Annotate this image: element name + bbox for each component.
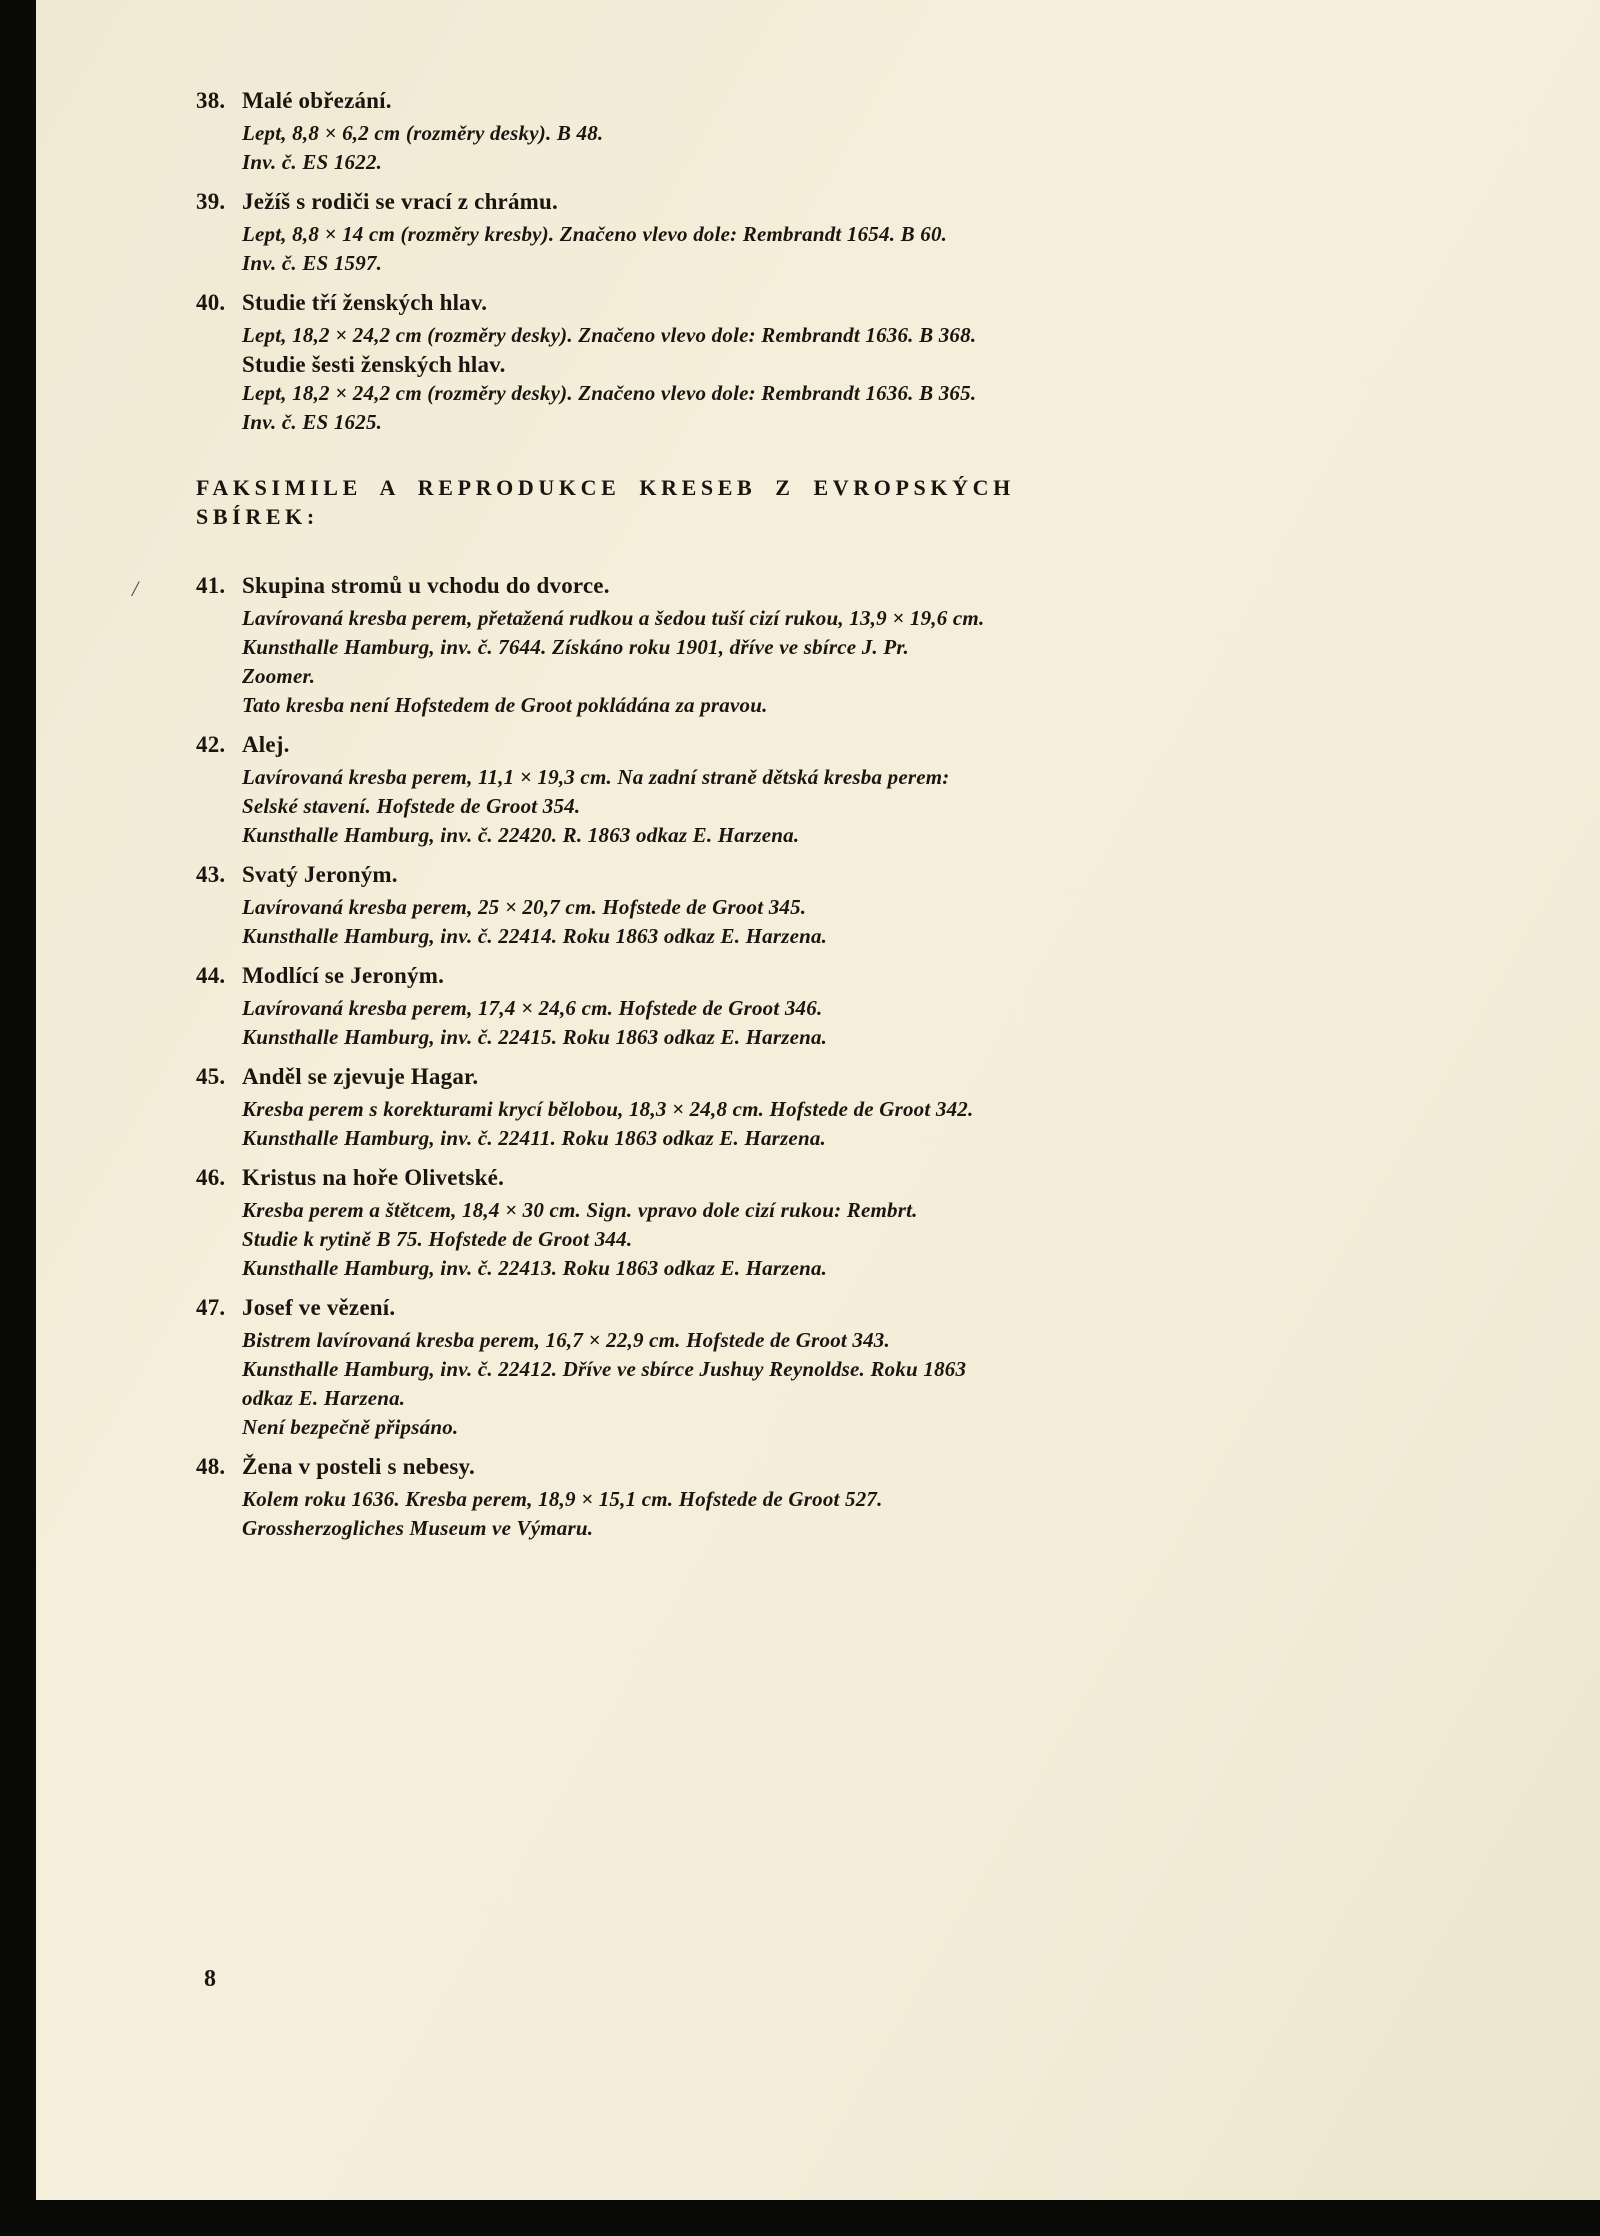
entry-detail-line: Lavírovaná kresba perem, 11,1 × 19,3 cm. Na zadní straně dětská kresba perem: bbox=[242, 765, 950, 789]
entry-detail-line: Kunsthalle Hamburg, inv. č. 22413. Roku 1863 odkaz E. Harzena. bbox=[242, 1256, 828, 1280]
scanned-page bbox=[36, 0, 1600, 2200]
entry-detail-line: Lept, 18,2 × 24,2 cm (rozměry desky). Značeno vlevo dole: Rembrandt 1636. B 365. bbox=[242, 381, 977, 405]
catalog-entry-48 bbox=[196, 1452, 1116, 1543]
entry-heading bbox=[196, 187, 1116, 216]
entry-detail-line: Kunsthalle Hamburg, inv. č. 22411. Roku 1863 odkaz E. Harzena. bbox=[242, 1126, 826, 1150]
entry-detail-line: Selské stavení. Hofstede de Groot 354. bbox=[242, 794, 581, 818]
entry-detail-line: Kunsthalle Hamburg, inv. č. 7644. Získáno roku 1901, dříve ve sbírce J. Pr. bbox=[242, 635, 910, 659]
entry-details bbox=[242, 321, 1116, 437]
entry-details bbox=[242, 1485, 1116, 1543]
entry-detail-line: Zoomer. bbox=[242, 664, 316, 688]
entry-title: Josef ve vězení. bbox=[242, 1295, 396, 1320]
entry-detail-line: Kunsthalle Hamburg, inv. č. 22415. Roku 1863 odkaz E. Harzena. bbox=[242, 1025, 828, 1049]
entry-detail-line: Kunsthalle Hamburg, inv. č. 22412. Dříve ve sbírce Jushuy Reynoldse. Roku 1863 bbox=[242, 1357, 967, 1381]
entry-heading bbox=[196, 1163, 1116, 1192]
entry-title: Skupina stromů u vchodu do dvorce. bbox=[242, 573, 610, 598]
entry-detail-line: Lept, 8,8 × 6,2 cm (rozměry desky). B 48. bbox=[242, 121, 604, 145]
catalog-entry-45 bbox=[196, 1062, 1116, 1153]
entry-title: Svatý Jeroným. bbox=[242, 862, 398, 887]
catalog-entry-47 bbox=[196, 1293, 1116, 1442]
page-number: 8 bbox=[204, 1966, 216, 1992]
entry-detail-line: Inv. č. ES 1625. bbox=[242, 410, 383, 434]
entry-detail-line: Kolem roku 1636. Kresba perem, 18,9 × 15,1 cm. Hofstede de Groot 527. bbox=[242, 1487, 883, 1511]
entry-detail-line: Kresba perem a štětcem, 18,4 × 30 cm. Sign. vpravo dole cizí rukou: Rembrt. bbox=[242, 1198, 918, 1222]
entry-title: Studie tří ženských hlav. bbox=[242, 290, 488, 315]
entry-detail-line: Studie k rytině B 75. Hofstede de Groot 344. bbox=[242, 1227, 633, 1251]
entry-heading bbox=[196, 961, 1116, 990]
catalog-entry-46 bbox=[196, 1163, 1116, 1283]
entry-number: 40. bbox=[196, 290, 226, 315]
entry-detail-line: Grossherzogliches Museum ve Výmaru. bbox=[242, 1516, 594, 1540]
section-heading: FAKSIMILE A REPRODUKCE KRESEB Z EVROPSKÝCH SBÍREK: bbox=[196, 475, 1015, 529]
entry-title: Malé obřezání. bbox=[242, 88, 392, 113]
entry-details bbox=[242, 1196, 1116, 1283]
entry-heading bbox=[196, 1293, 1116, 1322]
entry-subtitle-line: Studie šesti ženských hlav. bbox=[242, 352, 506, 377]
entry-details bbox=[242, 604, 1116, 720]
entry-number: 46. bbox=[196, 1165, 226, 1190]
entry-heading bbox=[196, 288, 1116, 317]
catalog-entry-39 bbox=[196, 187, 1116, 278]
entry-detail-line: Lept, 8,8 × 14 cm (rozměry kresby). Značeno vlevo dole: Rembrandt 1654. B 60. bbox=[242, 222, 948, 246]
entry-details bbox=[242, 994, 1116, 1052]
entry-number: 48. bbox=[196, 1454, 226, 1479]
entry-heading bbox=[196, 571, 1116, 600]
entry-number: 38. bbox=[196, 88, 226, 113]
entry-details bbox=[242, 893, 1116, 951]
entry-title: Modlící se Jeroným. bbox=[242, 963, 445, 988]
entry-detail-line: Tato kresba není Hofstedem de Groot pokládána za pravou. bbox=[242, 693, 768, 717]
catalog-entry-43 bbox=[196, 860, 1116, 951]
catalog-content bbox=[196, 86, 1116, 1553]
entry-number: 39. bbox=[196, 189, 226, 214]
entry-heading bbox=[196, 860, 1116, 889]
entry-detail-line: Není bezpečně připsáno. bbox=[242, 1415, 459, 1439]
scan-artifact-mark: / bbox=[132, 576, 139, 601]
entry-detail-line: Lavírovaná kresba perem, 17,4 × 24,6 cm. Hofstede de Groot 346. bbox=[242, 996, 823, 1020]
entry-title: Alej. bbox=[242, 732, 290, 757]
catalog-entry-42 bbox=[196, 730, 1116, 850]
entry-number: 44. bbox=[196, 963, 226, 988]
entry-details bbox=[242, 1095, 1116, 1153]
entry-heading bbox=[196, 730, 1116, 759]
entry-details bbox=[242, 220, 1116, 278]
catalog-entry-41 bbox=[196, 571, 1116, 720]
entry-details bbox=[242, 763, 1116, 850]
entry-details bbox=[242, 1326, 1116, 1442]
entry-detail-line: Lavírovaná kresba perem, přetažená rudkou a šedou tuší cizí rukou, 13,9 × 19,6 cm. bbox=[242, 606, 985, 630]
entry-heading bbox=[196, 1062, 1116, 1091]
entry-details bbox=[242, 119, 1116, 177]
entry-title: Ježíš s rodiči se vrací z chrámu. bbox=[242, 189, 558, 214]
entry-detail-line: odkaz E. Harzena. bbox=[242, 1386, 406, 1410]
entry-number: 43. bbox=[196, 862, 226, 887]
entry-number: 47. bbox=[196, 1295, 226, 1320]
entry-title: Žena v posteli s nebesy. bbox=[242, 1454, 475, 1479]
entry-number: 42. bbox=[196, 732, 226, 757]
entry-detail-line: Kunsthalle Hamburg, inv. č. 22420. R. 1863 odkaz E. Harzena. bbox=[242, 823, 800, 847]
entry-detail-line: Lavírovaná kresba perem, 25 × 20,7 cm. Hofstede de Groot 345. bbox=[242, 895, 807, 919]
entry-detail-line: Bistrem lavírovaná kresba perem, 16,7 × 22,9 cm. Hofstede de Groot 343. bbox=[242, 1328, 890, 1352]
entry-detail-line: Inv. č. ES 1622. bbox=[242, 150, 383, 174]
entry-detail-line: Kunsthalle Hamburg, inv. č. 22414. Roku 1863 odkaz E. Harzena. bbox=[242, 924, 828, 948]
catalog-entry-44 bbox=[196, 961, 1116, 1052]
catalog-entry-38 bbox=[196, 86, 1116, 177]
entry-detail-line: Lept, 18,2 × 24,2 cm (rozměry desky). Značeno vlevo dole: Rembrandt 1636. B 368. bbox=[242, 323, 977, 347]
entry-heading bbox=[196, 86, 1116, 115]
entry-detail-line: Kresba perem s korekturami krycí bělobou, 18,3 × 24,8 cm. Hofstede de Groot 342. bbox=[242, 1097, 974, 1121]
catalog-entry-40 bbox=[196, 288, 1116, 437]
entry-number: 45. bbox=[196, 1064, 226, 1089]
entry-title: Kristus na hoře Olivetské. bbox=[242, 1165, 505, 1190]
entry-detail-line: Inv. č. ES 1597. bbox=[242, 251, 383, 275]
entry-heading bbox=[196, 1452, 1116, 1481]
entry-title: Anděl se zjevuje Hagar. bbox=[242, 1064, 479, 1089]
entry-number: 41. bbox=[196, 573, 226, 598]
